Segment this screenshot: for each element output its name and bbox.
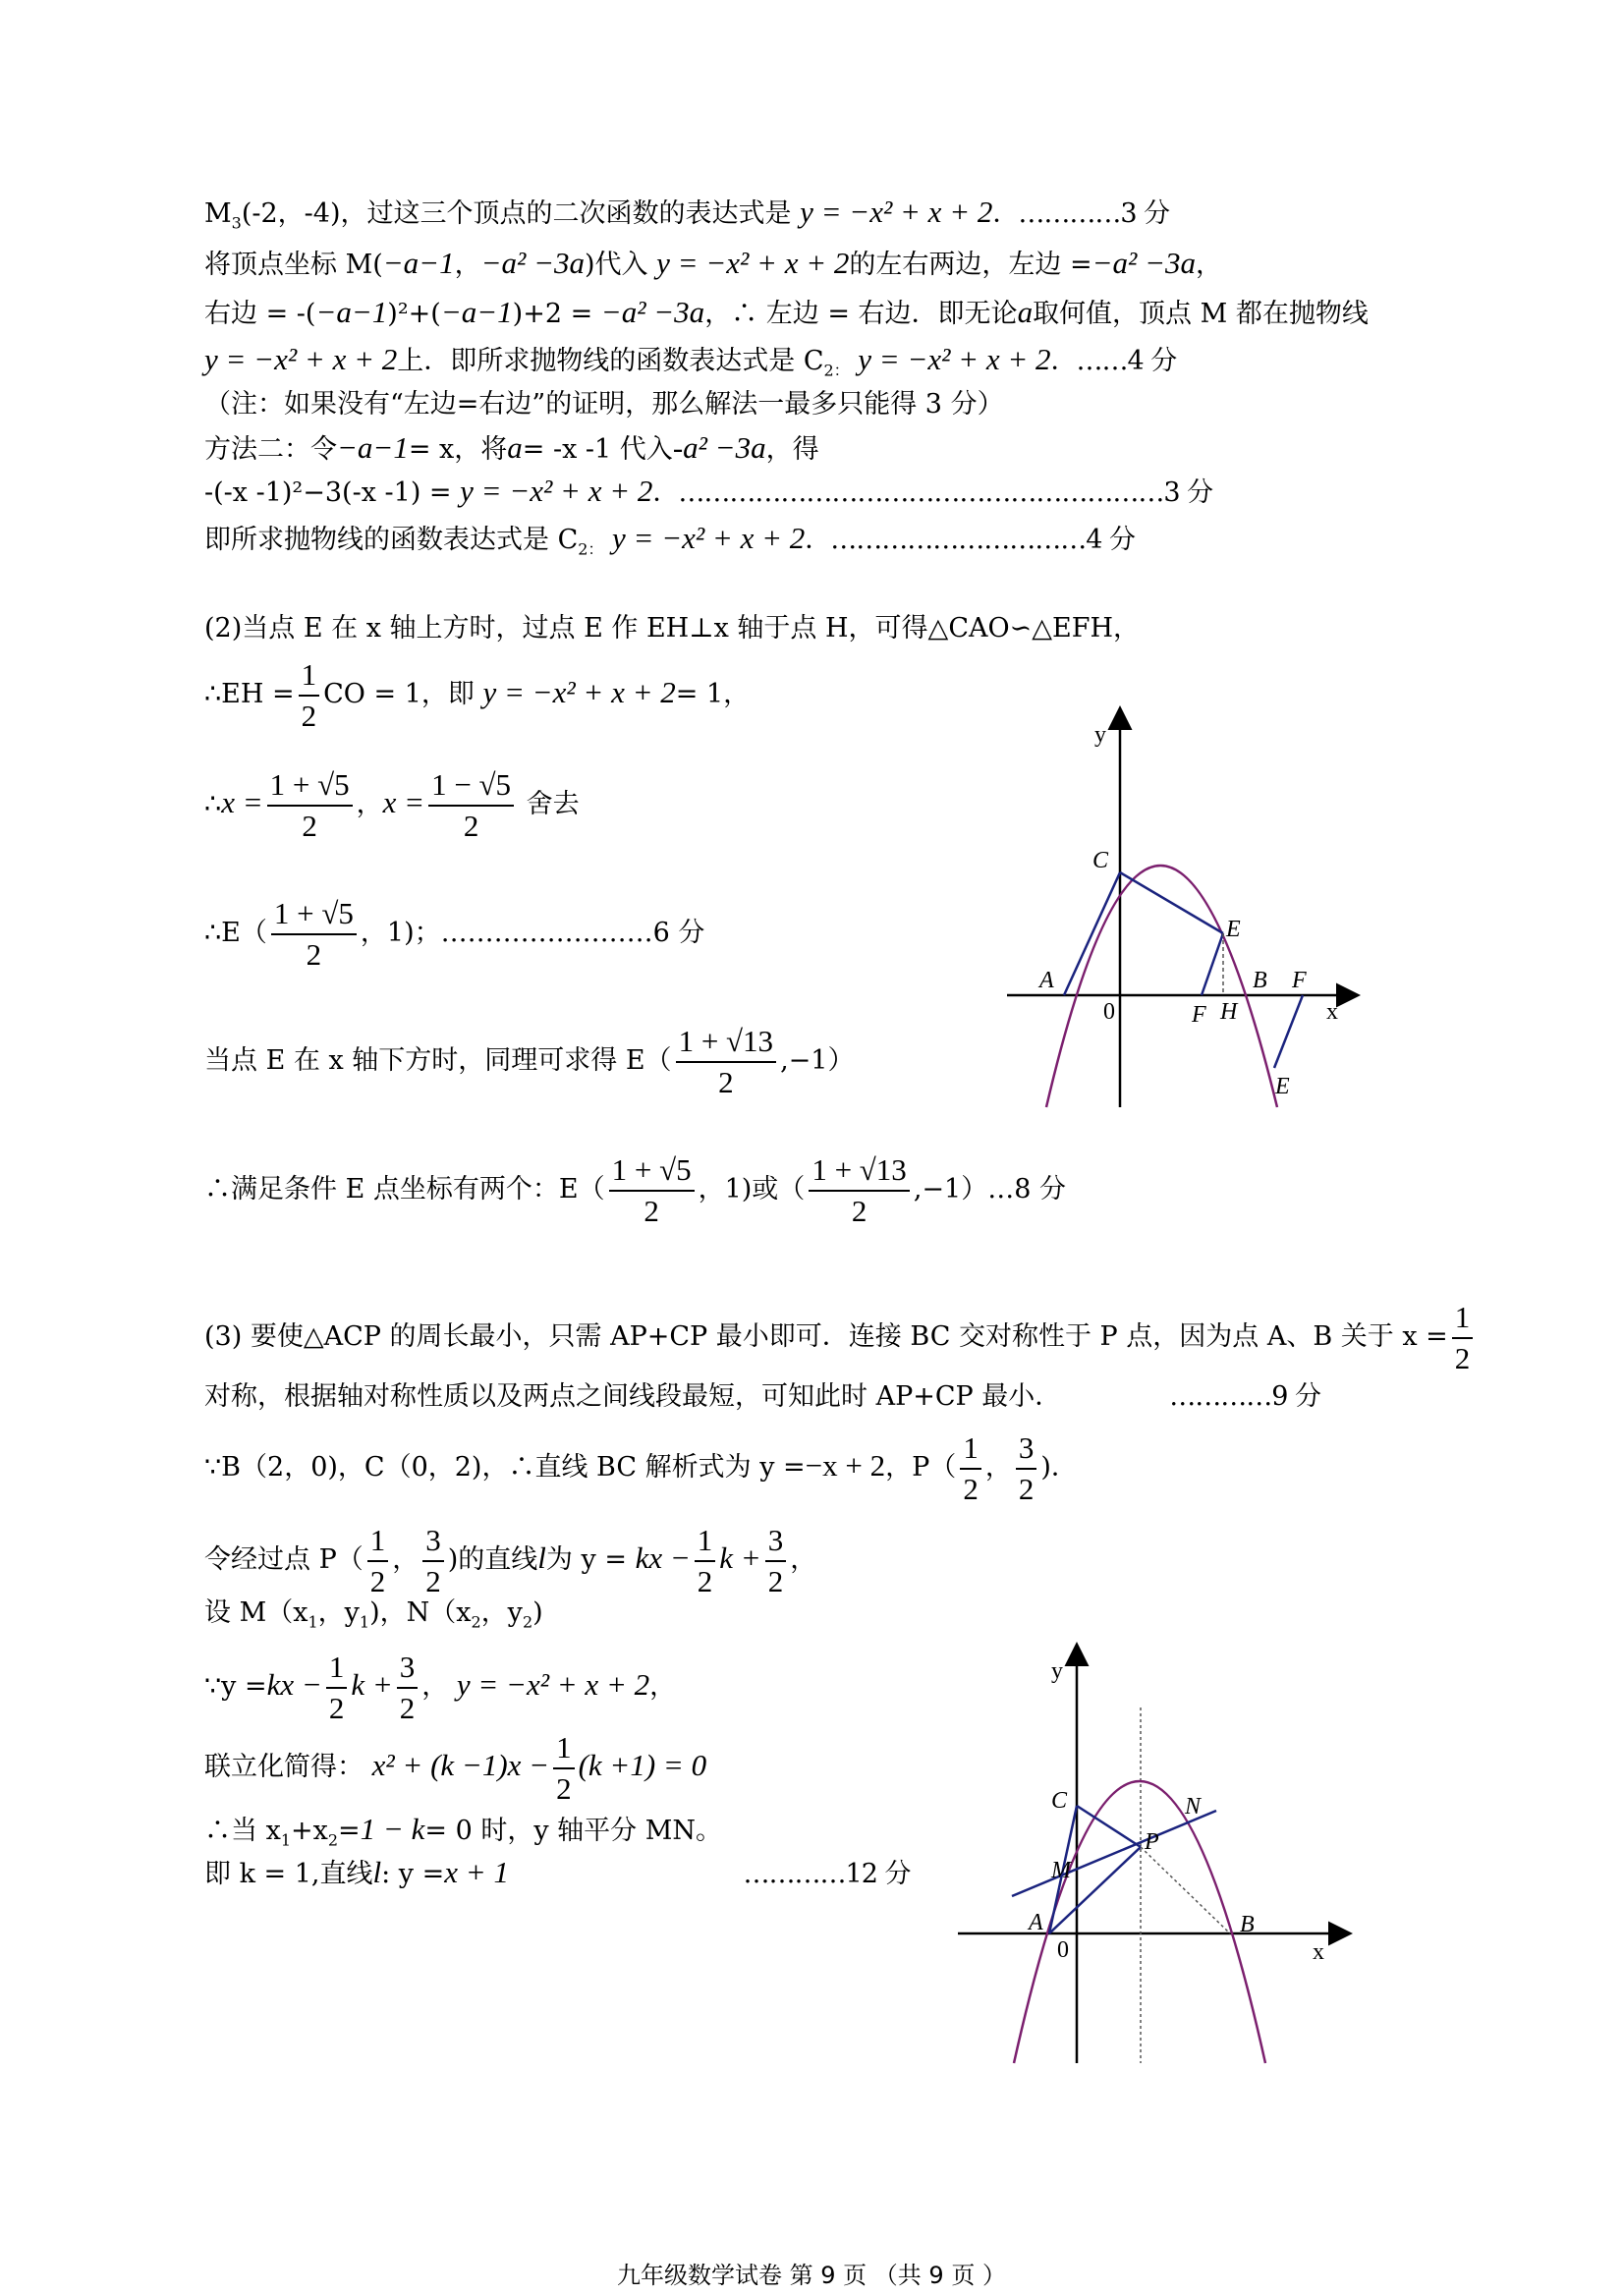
label-b: B <box>1240 1912 1255 1937</box>
fraction <box>428 765 514 846</box>
text: 舍去 <box>526 789 580 819</box>
text: ， <box>421 1671 449 1702</box>
text: (3) 要使△ACP 的周长最小，只需 AP+CP 最小即可．连接 BC 交对称性于 P 点，因为点 A、B 关于 x = <box>204 1321 1448 1352</box>
denominator: 2 <box>644 1193 659 1228</box>
line-19 <box>204 1594 543 1642</box>
math: -a² −3a <box>672 430 766 465</box>
label-x: x <box>1326 999 1338 1025</box>
label-e-top: E <box>1226 917 1241 942</box>
text: : y = <box>381 1859 445 1889</box>
fraction <box>326 1648 348 1728</box>
text: )的直线 <box>447 1544 538 1575</box>
line-13 <box>204 1017 854 1105</box>
math: kx − <box>635 1540 691 1575</box>
fraction <box>553 1728 575 1809</box>
math: y = −x² + x + 2 <box>482 675 676 709</box>
math: y = −x² + x + 2 <box>612 521 806 555</box>
line-2: 将顶点坐标 M(−a−1，−a² −3a)代入 y = −x² + x + 2的左右两边，左边 =−a² −3a， <box>204 246 1222 280</box>
score-dots: ．…………………………4 分 <box>805 525 1136 555</box>
text: ， <box>790 1544 817 1575</box>
math: y = −x² + x + 2 <box>460 474 653 508</box>
fraction <box>809 1150 910 1231</box>
label-p: P <box>1145 1829 1159 1855</box>
numerator: 1 + √5 <box>609 1150 695 1192</box>
math: l <box>537 1540 546 1575</box>
text: ， <box>984 1452 1012 1483</box>
math: (k +1) = 0 <box>578 1748 707 1782</box>
line-12 <box>204 889 704 978</box>
math: x² + (k −1)x − <box>371 1748 550 1782</box>
score-dots: …………12 分 <box>743 1859 911 1889</box>
math: y = −x² + x + 2 <box>800 195 993 229</box>
line-l <box>1012 1811 1216 1896</box>
math: x + 1 <box>444 1855 509 1889</box>
numerator: 1 <box>695 1521 716 1562</box>
text: 上．即所求抛物线的函数表达式是 C <box>397 346 824 376</box>
segment-fe-lower <box>1274 995 1303 1068</box>
score-dots: …………9 分 <box>1169 1381 1321 1412</box>
figure-1-parabola-graph <box>1002 702 1375 1115</box>
subscript: 2 <box>471 1612 481 1632</box>
line-3 <box>204 293 1369 334</box>
denominator: 2 <box>302 808 317 843</box>
text: (-2，-4)，过这三个顶点的二次函数的表达式是 <box>241 198 792 229</box>
text: ，y <box>480 1597 523 1628</box>
text: ∴EH = <box>204 679 295 709</box>
line-11 <box>204 758 580 849</box>
label-a: A <box>1029 1910 1043 1935</box>
line-10 <box>204 648 750 739</box>
text: )+2 = <box>512 299 593 329</box>
text: M <box>204 198 232 229</box>
numerator: 3 <box>397 1648 419 1689</box>
text: 对称，根据轴对称性质以及两点之间线段最短，可知此时 AP+CP 最小． <box>204 1381 1062 1412</box>
text: ∴当 x <box>204 1816 281 1846</box>
line-6 <box>204 428 819 470</box>
numerator: 3 <box>765 1521 787 1562</box>
denominator: 2 <box>556 1770 572 1806</box>
denominator: 2 <box>767 1563 784 1598</box>
label-h: H <box>1220 999 1238 1025</box>
numerator: 1 <box>553 1728 575 1769</box>
text: )代入 <box>585 250 648 280</box>
math: y = −x² + x + 2 <box>858 342 1051 376</box>
line-5 <box>204 385 1004 424</box>
fraction <box>695 1521 716 1601</box>
text: )． <box>1040 1452 1078 1483</box>
line-18 <box>204 1514 816 1604</box>
line-7 <box>204 472 1212 513</box>
text: = 0 时，y 轴平分 MN。 <box>424 1816 723 1846</box>
math: a <box>1017 295 1034 329</box>
math: y = −x² + x + 2 <box>456 1667 650 1702</box>
label-x: x <box>1313 1939 1324 1965</box>
line-23 <box>204 1853 911 1894</box>
subscript: 2： <box>823 361 850 380</box>
math: kx − <box>266 1667 322 1702</box>
math: l <box>372 1855 382 1889</box>
label-c: C <box>1092 848 1109 873</box>
denominator: 2 <box>328 1690 345 1725</box>
math: −a−1 <box>440 295 513 329</box>
line-15 <box>204 1293 1477 1381</box>
denominator: 2 <box>399 1690 416 1725</box>
denominator: 2 <box>697 1563 713 1598</box>
numerator: 1 <box>367 1521 389 1562</box>
text: = x，将 <box>408 434 508 465</box>
math: k + <box>351 1667 393 1702</box>
fraction <box>299 655 320 736</box>
text: ，P（ <box>885 1452 957 1483</box>
label-m: M <box>1051 1858 1071 1883</box>
label-f-left: F <box>1192 1002 1206 1028</box>
fraction <box>765 1521 787 1601</box>
label-y: y <box>1094 722 1106 748</box>
label-y: y <box>1051 1658 1063 1684</box>
math: −a−1 <box>337 430 409 465</box>
text: 方法二：令 <box>204 434 337 465</box>
label-f-right: F <box>1292 968 1307 993</box>
line-1 <box>204 193 1169 243</box>
text: CO = 1，即 <box>323 679 475 709</box>
subscript: 1 <box>359 1612 370 1632</box>
segment-cp <box>1077 1806 1141 1847</box>
label-e-bottom: E <box>1275 1074 1290 1099</box>
denominator: 2 <box>301 698 317 733</box>
text: 令经过点 P（ <box>204 1544 364 1575</box>
fraction <box>267 765 353 846</box>
numerator: 3 <box>1016 1428 1037 1470</box>
line-16 <box>204 1377 1320 1417</box>
figure-2-parabola-graph <box>953 1639 1366 2071</box>
text: ∵y = <box>204 1671 267 1702</box>
text: +x <box>291 1816 328 1846</box>
text: = -x -1 代入 <box>522 434 673 465</box>
text: 即所求抛物线的函数表达式是 C <box>204 525 579 555</box>
numerator: 3 <box>422 1521 444 1562</box>
score-dots: ．……4 分 <box>1050 346 1177 376</box>
segment-ce <box>1120 872 1223 933</box>
label-origin: 0 <box>1103 999 1115 1025</box>
text: 设 M（x <box>204 1597 308 1628</box>
text: ， <box>392 1544 420 1575</box>
text: ，得 <box>765 434 819 465</box>
denominator: 2 <box>369 1563 386 1598</box>
math: −x + 2 <box>805 1448 886 1483</box>
text: ， <box>649 1671 677 1702</box>
score-dots: ．…………3 分 <box>992 198 1170 229</box>
line-20 <box>204 1641 676 1731</box>
line-9 <box>204 609 1140 648</box>
text: (2)当点 E 在 x 轴上方时，过点 E 作 EH⊥x 轴于点 H，可得△CAO∽△EFH， <box>204 613 1140 644</box>
fraction <box>367 1521 389 1601</box>
fraction <box>397 1648 419 1728</box>
denominator: 2 <box>425 1563 441 1598</box>
text: ) <box>532 1597 543 1628</box>
denominator: 2 <box>463 808 479 843</box>
text: ，1)；……………………6 分 <box>360 918 705 948</box>
numerator: 1 + √13 <box>676 1022 777 1063</box>
numerator: 1 + √5 <box>271 894 357 935</box>
subscript: 2 <box>327 1830 339 1850</box>
line-21 <box>204 1721 706 1812</box>
math: x = <box>382 785 425 819</box>
text: ∴E（ <box>204 918 267 948</box>
page-footer: 九年级数学试卷 第 9 页 （共 9 页 ） <box>617 2262 1006 2289</box>
text: -(-x -1)²−3(-x -1) = <box>204 477 452 508</box>
math: y = −x² + x + 2 <box>656 246 850 280</box>
label-origin: 0 <box>1057 1937 1069 1963</box>
text: = <box>338 1816 361 1846</box>
note-text: （注：如果没有“左边=右边”的证明，那么解法一最多只能得 3 分） <box>204 389 1004 420</box>
math: −a−1 <box>315 295 388 329</box>
numerator: 1 <box>960 1428 981 1470</box>
subscript: 1 <box>280 1830 291 1850</box>
numerator: 1 <box>326 1648 348 1689</box>
denominator: 2 <box>851 1193 867 1228</box>
fraction <box>676 1022 777 1102</box>
text: )²+( <box>387 299 441 329</box>
denominator: 2 <box>1018 1471 1035 1506</box>
text: ∴ <box>204 789 222 819</box>
fraction <box>1016 1428 1037 1509</box>
fraction <box>1452 1298 1474 1378</box>
text: 当点 E 在 x 轴下方时，同理可求得 E（ <box>204 1045 672 1076</box>
text: ,−1） <box>780 1045 855 1076</box>
label-c: C <box>1051 1788 1068 1814</box>
text: = 1， <box>675 679 751 709</box>
fraction <box>422 1521 444 1601</box>
subscript: 3 <box>231 213 242 233</box>
score-dots: ．…………………………………………………3 分 <box>652 477 1213 508</box>
text: ， <box>454 250 481 280</box>
math: −a² −3a <box>600 295 705 329</box>
parabola-curve <box>1046 866 1277 1107</box>
numerator: 1 − √5 <box>428 765 514 807</box>
subscript: 1 <box>308 1612 318 1632</box>
text: )，N（x <box>369 1597 472 1628</box>
subscript: 2： <box>578 539 604 559</box>
text: ，∴ 左边 = 右边．即无论 <box>704 299 1018 329</box>
math: −a² −3a <box>480 246 585 280</box>
text: 即 k = 1,直线 <box>204 1859 373 1889</box>
denominator: 2 <box>718 1064 734 1099</box>
numerator: 1 + √5 <box>267 765 353 807</box>
text: 为 y = <box>545 1544 627 1575</box>
line-14 <box>204 1146 1066 1234</box>
label-n: N <box>1185 1794 1202 1820</box>
text: ，y <box>317 1597 360 1628</box>
line-17 <box>204 1422 1078 1512</box>
text: 联立化简得： <box>204 1752 364 1782</box>
math: x = <box>221 785 263 819</box>
label-a: A <box>1039 968 1054 993</box>
fraction <box>960 1428 981 1509</box>
subscript: 2 <box>522 1612 533 1632</box>
text: 右边 = -( <box>204 299 316 329</box>
text: ∴满足条件 E 点坐标有两个：E（ <box>204 1174 605 1204</box>
numerator: 1 + √13 <box>809 1150 910 1192</box>
math: −a² −3a <box>1091 246 1196 280</box>
math: y = −x² + x + 2 <box>204 342 398 376</box>
denominator: 2 <box>306 936 322 972</box>
text: 取何值，顶点 M 都在抛物线 <box>1033 299 1369 329</box>
numerator: 1 <box>1452 1298 1474 1339</box>
text: ， <box>356 789 383 819</box>
math: a <box>507 430 523 465</box>
text: ，1)或（ <box>698 1174 806 1204</box>
segment-ac <box>1064 872 1120 995</box>
fraction <box>271 894 357 975</box>
text: 的左右两边，左边 = <box>849 250 1092 280</box>
text: ,−1）…8 分 <box>913 1174 1066 1204</box>
math: k + <box>719 1540 761 1575</box>
text: 将顶点坐标 M( <box>204 250 383 280</box>
label-b: B <box>1253 968 1267 993</box>
math: −a−1 <box>382 246 455 280</box>
denominator: 2 <box>1454 1340 1471 1375</box>
numerator: 1 <box>299 655 320 697</box>
denominator: 2 <box>963 1471 979 1506</box>
text: ∵B（2，0)，C（0，2)，∴直线 BC 解析式为 y = <box>204 1452 806 1483</box>
fraction <box>609 1150 695 1231</box>
segment-ef <box>1202 933 1223 995</box>
line-8 <box>204 519 1135 569</box>
math: 1 − k <box>360 1812 425 1846</box>
line-4 <box>204 340 1176 390</box>
